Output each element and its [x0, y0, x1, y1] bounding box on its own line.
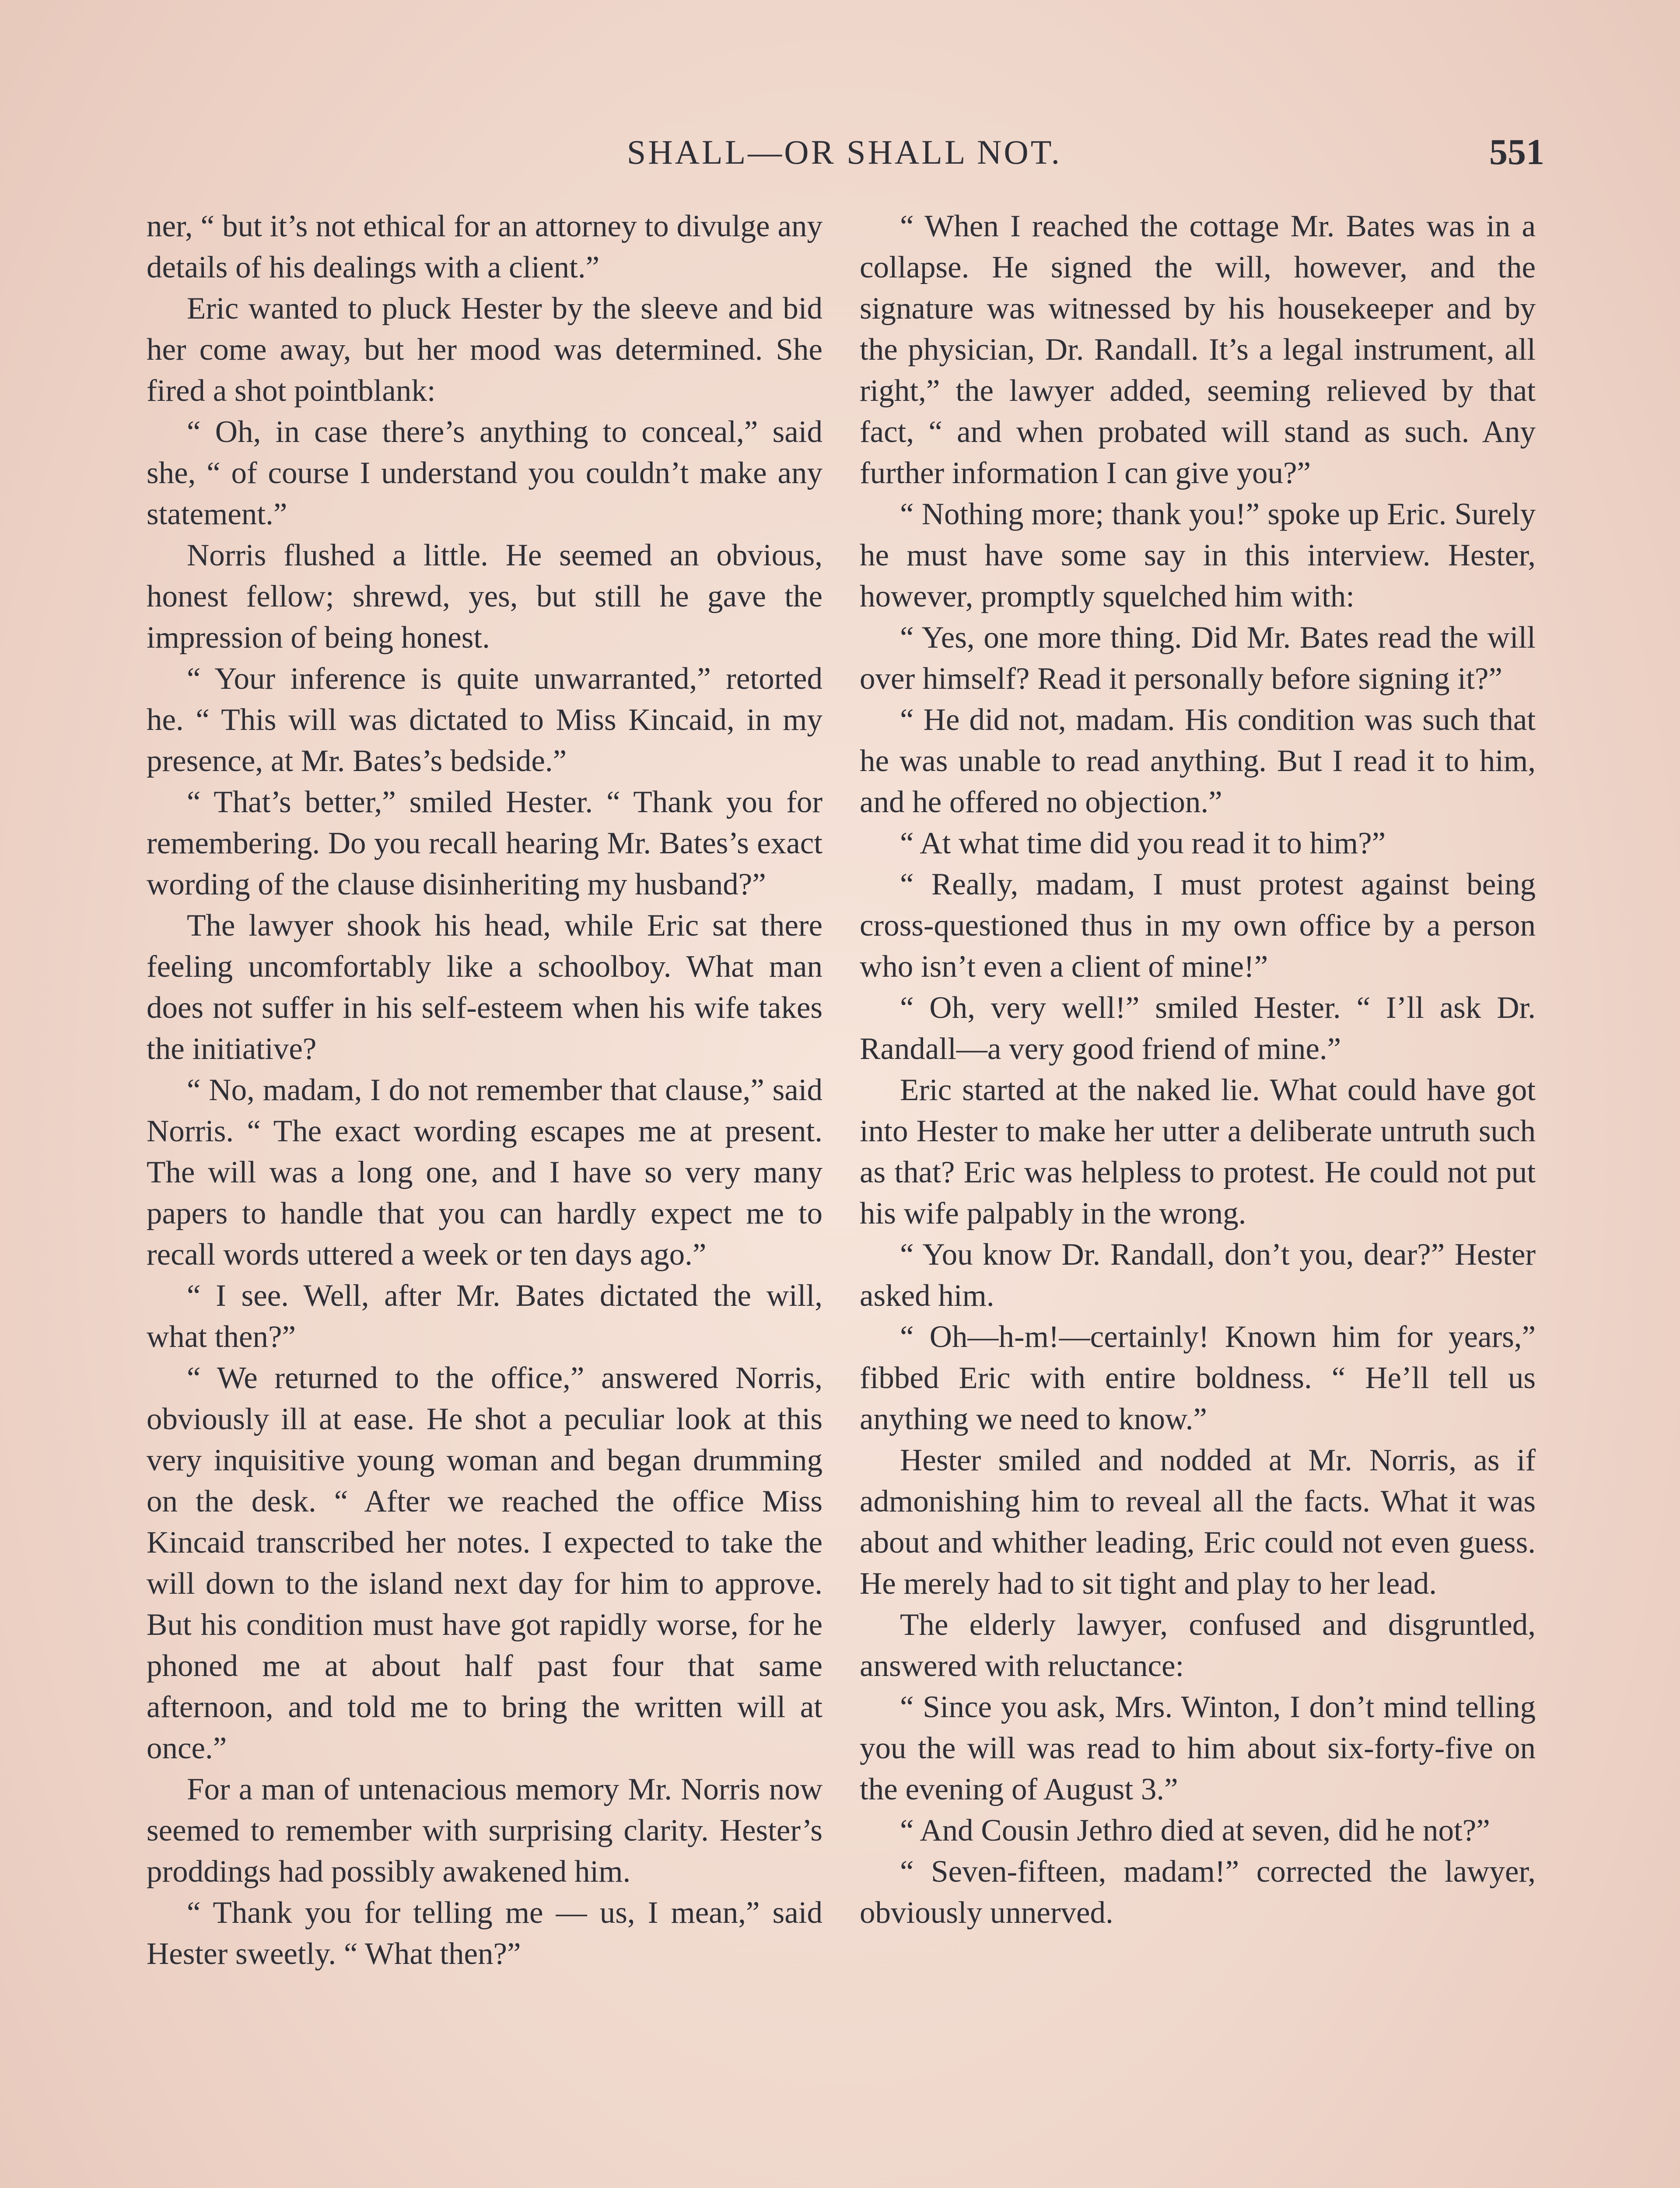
- paragraph: “ Nothing more; thank you!” spoke up Eric. Surely he must have some say in this interview. Hester, however, promptly squelched him with:: [860, 497, 1536, 614]
- paragraph: “ And Cousin Jethro died at seven, did he not?”: [900, 1813, 1490, 1848]
- page-header: [144, 129, 1544, 177]
- paragraph: “ Your inference is quite unwarranted,” retorted he. “ This will was dictated to Miss Kincaid, in my presence, at Mr. Bates’s bedside.”: [147, 662, 822, 778]
- paragraph: “ You know Dr. Randall, don’t you, dear?” Hester asked him.: [860, 1238, 1536, 1313]
- paragraph: “ At what time did you read it to him?”: [900, 826, 1386, 860]
- paragraph: “ He did not, madam. His condition was such that he was unable to read anything. But I read it to him, and he offered no objection.”: [860, 703, 1536, 819]
- paragraph: “ I see. Well, after Mr. Bates dictated the will, what then?”: [147, 1279, 822, 1354]
- paragraph: “ Yes, one more thing. Did Mr. Bates read the will over himself? Read it personally before signing it?”: [860, 621, 1536, 696]
- page-number: 551: [1489, 132, 1544, 172]
- paragraph: Eric wanted to pluck Hester by the sleeve and bid her come away, but her mood was determined. She fired a shot pointblank:: [147, 291, 822, 408]
- right-column: [860, 206, 1536, 1933]
- paragraph: “ Seven-fifteen, madam!” corrected the lawyer, obviously unnerved.: [860, 1855, 1536, 1930]
- paragraph: “ Really, madam, I must protest against being cross-questioned thus in my own office by a person who isn’t even a client of mine!”: [860, 867, 1536, 984]
- left-column: [147, 206, 822, 1974]
- paragraph: “ Oh, in case there’s anything to conceal,” said she, “ of course I understand you couldn’t make any statement.”: [147, 415, 822, 531]
- paragraph: “ Since you ask, Mrs. Winton, I don’t mind telling you the will was read to him about six-forty-five on the evening of August 3.”: [860, 1690, 1536, 1806]
- paragraph: Norris flushed a little. He seemed an obvious, honest fellow; shrewd, yes, but still he gave the impression of being honest.: [147, 538, 822, 655]
- paragraph: “ Oh—h-m!—certainly! Known him for years,” fibbed Eric with entire boldness. “ He’ll tell us anything we need to know.”: [860, 1320, 1536, 1436]
- paragraph: The lawyer shook his head, while Eric sat there feeling uncomfortably like a schoolboy. What man does not suffer in his self-esteem when his wife takes the initiative?: [147, 908, 822, 1066]
- running-title: SHALL—OR SHALL NOT.: [626, 133, 1062, 171]
- paragraph: For a man of untenacious memory Mr. Norris now seemed to remember with surprising clarity. Hester’s proddings had possibly awakened him.: [147, 1772, 822, 1889]
- paragraph: “ We returned to the office,” answered Norris, obviously ill at ease. He shot a peculiar look at this very inquisitive young woman and began drumming on the desk. “ After we reached the office Miss Kincaid transcribed her notes. I expected to take the will down to the island next day for him to approve. But his condition must have got rapidly worse, for he phoned me at about half past four that same afternoon, and told me to bring the written will at once.”: [147, 1361, 822, 1765]
- paragraph: ner, “ but it’s not ethical for an attorney to divulge any details of his dealings with a client.”: [147, 209, 822, 284]
- paragraph: Hester smiled and nodded at Mr. Norris, as if admonishing him to reveal all the facts. What it was about and whither leading, Eric could not even guess. He merely had to sit tight and play to her lead.: [860, 1443, 1536, 1601]
- paragraph: “ When I reached the cottage Mr. Bates was in a collapse. He signed the will, however, and the signature was witnessed by his housekeeper and by the physician, Dr. Randall. It’s a legal instrument, all right,” the lawyer added, seeming relieved by that fact, “ and when probated will stand as such. Any further information I can give you?”: [860, 209, 1536, 490]
- paragraph: “ No, madam, I do not remember that clause,” said Norris. “ The exact wording escapes me at present. The will was a long one, and I have so very many papers to handle that you can hardly expect me to recall words uttered a week or ten days ago.”: [147, 1073, 822, 1272]
- paragraph: “ Oh, very well!” smiled Hester. “ I’ll ask Dr. Randall—a very good friend of mine.”: [860, 991, 1536, 1066]
- paragraph: Eric started at the naked lie. What could have got into Hester to make her utter a deliberate untruth such as that? Eric was helpless to protest. He could not put his wife palpably in the wrong.: [860, 1073, 1536, 1231]
- paragraph: The elderly lawyer, confused and disgruntled, answered with reluctance:: [860, 1608, 1536, 1683]
- paragraph: “ That’s better,” smiled Hester. “ Thank you for remembering. Do you recall hearing Mr. Bates’s exact wording of the clause disinheriting my husband?”: [147, 785, 822, 901]
- paragraph: “ Thank you for telling me — us, I mean,” said Hester sweetly. “ What then?”: [147, 1896, 822, 1971]
